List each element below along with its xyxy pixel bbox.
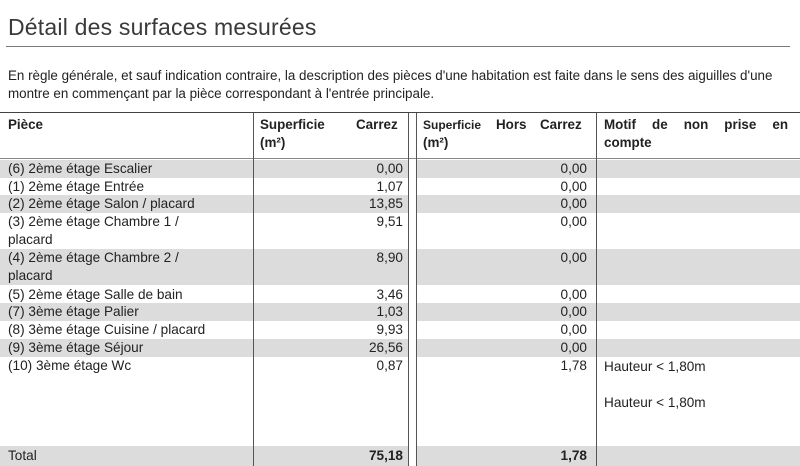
row-hors: 0,00 bbox=[560, 161, 587, 176]
row-bg bbox=[416, 446, 800, 466]
row-piece-line2: placard bbox=[8, 268, 53, 283]
row-hors: 0,00 bbox=[560, 214, 587, 229]
header-superficie-unit: (m²) bbox=[260, 135, 286, 150]
row-carrez: 13,85 bbox=[368, 196, 403, 211]
row-piece: (3) 2ème étage Chambre 1 / bbox=[8, 214, 179, 229]
row-motif-line2: Hauteur < 1,80m bbox=[604, 395, 706, 410]
row-carrez: 9,51 bbox=[376, 214, 403, 229]
header-hors: Hors bbox=[496, 117, 527, 132]
total-carrez: 75,18 bbox=[368, 448, 403, 463]
row-hors: 0,00 bbox=[560, 304, 587, 319]
header-bottom-rule bbox=[0, 158, 800, 159]
row-hors: 1,78 bbox=[560, 358, 587, 373]
row-hors: 0,00 bbox=[560, 179, 587, 194]
row-bg bbox=[416, 160, 800, 178]
row-carrez: 26,56 bbox=[368, 340, 403, 355]
col-divider bbox=[253, 113, 254, 466]
row-hors: 0,00 bbox=[560, 287, 587, 302]
row-hors: 0,00 bbox=[560, 340, 587, 355]
row-hors: 0,00 bbox=[560, 322, 587, 337]
row-piece: (5) 2ème étage Salle de bain bbox=[8, 287, 183, 302]
row-piece: (8) 3ème étage Cuisine / placard bbox=[8, 322, 206, 337]
row-carrez: 1,03 bbox=[376, 304, 403, 319]
row-piece: (6) 2ème étage Escalier bbox=[8, 161, 153, 176]
intro-paragraph: En règle générale, et sauf indication contraire, la description des pièces d'une habitation est faite dans le sens des aiguilles d'une montre en commençant par la pièce correspondant à l'entrée principale. bbox=[8, 68, 773, 101]
row-piece: (10) 3ème étage Wc bbox=[8, 358, 132, 373]
header-superficie: Superficie bbox=[260, 117, 325, 132]
row-carrez: 1,07 bbox=[376, 179, 403, 194]
row-carrez: 9,93 bbox=[376, 322, 403, 337]
row-piece: (4) 2ème étage Chambre 2 / bbox=[8, 250, 179, 265]
row-piece: (1) 2ème étage Entrée bbox=[8, 179, 145, 194]
col-divider bbox=[416, 113, 417, 466]
row-bg bbox=[416, 195, 800, 213]
row-hors: 0,00 bbox=[560, 250, 587, 265]
row-piece-line2: placard bbox=[8, 232, 53, 247]
row-hors: 0,00 bbox=[560, 196, 587, 211]
header-hors-unit: (m²) bbox=[423, 135, 449, 150]
row-piece: (7) 3ème étage Palier bbox=[8, 304, 139, 319]
header-top-rule bbox=[0, 112, 800, 113]
col-divider bbox=[596, 113, 597, 466]
page-title: Détail des surfaces mesurées bbox=[8, 14, 317, 40]
header-piece: Pièce bbox=[8, 117, 43, 132]
row-bg bbox=[416, 303, 800, 321]
header-carrez: Carrez bbox=[356, 117, 398, 132]
row-carrez: 0,87 bbox=[376, 358, 403, 373]
row-carrez: 8,90 bbox=[376, 250, 403, 265]
row-carrez: 3,46 bbox=[376, 287, 403, 302]
row-carrez: 0,00 bbox=[376, 161, 403, 176]
header-motif: Motif de non prise en compte bbox=[604, 117, 788, 150]
total-label: Total bbox=[8, 448, 37, 463]
row-piece: (2) 2ème étage Salon / placard bbox=[8, 196, 195, 211]
col-divider bbox=[408, 113, 409, 466]
row-bg bbox=[416, 339, 800, 357]
row-piece: (9) 3ème étage Séjour bbox=[8, 340, 144, 355]
total-hors: 1,78 bbox=[560, 448, 587, 463]
row-bg bbox=[416, 249, 800, 285]
row-motif: Hauteur < 1,80m bbox=[604, 359, 706, 374]
header-hors-superficie: Superficie bbox=[423, 118, 482, 132]
header-hors-carrez: Carrez bbox=[540, 117, 582, 132]
